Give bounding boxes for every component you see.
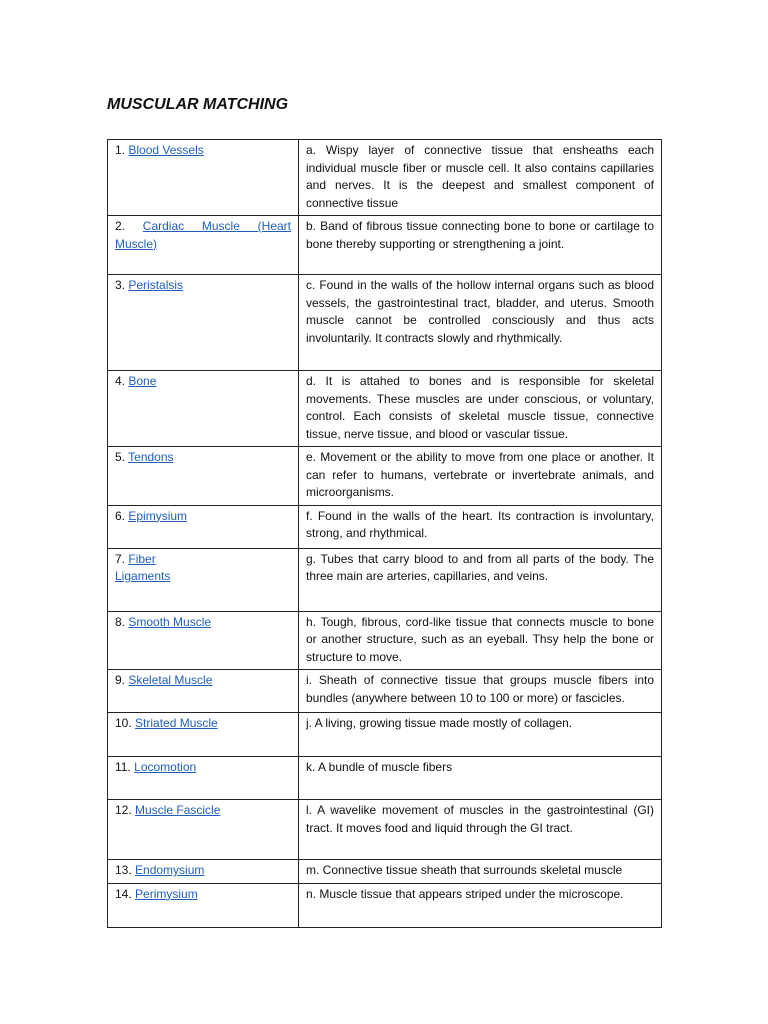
table-row: [108, 757, 662, 800]
term-cell: [108, 670, 299, 713]
table-row: [108, 713, 662, 757]
term-link-skeletal-muscle[interactable]: Skeletal Muscle: [128, 673, 213, 687]
definition-cell: c. Found in the walls of the hollow internal organs such as blood vessels, the gastrointestinal tract, bladder, and uterus. Smooth muscle cannot be controlled consciously and thus acts involuntarily. It contracts slowly and rhythmically.: [299, 275, 662, 371]
definition-cell: k. A bundle of muscle fibers: [299, 757, 662, 800]
definition-cell: d. It is attahed to bones and is responsible for skeletal movements. These muscles are under conscious, or voluntary, control. Each consists of skeletal muscle tissue, connective tissue, nerve tissue, and blood or vascular tissue.: [299, 371, 662, 447]
term-number: 5.: [115, 450, 126, 464]
definition-cell: i. Sheath of connective tissue that groups muscle fibers into bundles (anywhere between 10 to 100 or more) or fascicles.: [299, 670, 662, 713]
term-cell: [108, 860, 299, 884]
term-link-muscle-fascicle[interactable]: Muscle Fascicle: [135, 803, 221, 817]
term-number: 14.: [115, 886, 132, 901]
term-number: 9.: [115, 673, 126, 687]
term-number: 6.: [115, 508, 126, 523]
term-number: 4.: [115, 374, 126, 388]
term-link-perimysium[interactable]: Perimysium: [135, 886, 198, 901]
term-link-tendons[interactable]: Tendons: [128, 450, 174, 464]
term-link-ligaments[interactable]: Ligaments: [115, 569, 171, 583]
term-link-cardiac-muscle[interactable]: Cardiac Muscle (Heart Muscle): [115, 219, 291, 251]
definition-cell: j. A living, growing tissue made mostly of collagen.: [299, 713, 662, 757]
term-number: 8.: [115, 614, 126, 629]
table-row: [108, 860, 662, 884]
term-cell: [108, 275, 299, 371]
term-link-peristalsis[interactable]: Peristalsis: [128, 278, 184, 292]
table-row: [108, 447, 662, 506]
term-cell: [108, 800, 299, 860]
table-row: [108, 548, 662, 611]
term-cell: [108, 611, 299, 670]
term-cell: [108, 713, 299, 757]
definition-cell: h. Tough, fibrous, cord-like tissue that connects muscle to bone or another structure, such as an eyeball. Thsy help the bone or structure to move.: [299, 611, 662, 670]
term-number: 12.: [115, 803, 132, 817]
definition-cell: g. Tubes that carry blood to and from all parts of the body. The three main are arteries, capillaries, and veins.: [299, 548, 662, 611]
table-row: [108, 140, 662, 216]
table-row: [108, 275, 662, 371]
term-link-endomysium[interactable]: Endomysium: [135, 863, 205, 877]
term-link-smooth-muscle[interactable]: Smooth Muscle: [128, 614, 212, 629]
definition-cell: a. Wispy layer of connective tissue that ensheaths each individual muscle fiber or muscle cell. It also contains capillaries and nerves. It is the deepest and smallest component of connective tissue: [299, 140, 662, 216]
page-title: MUSCULAR MATCHING: [107, 96, 289, 113]
definition-cell: m. Connective tissue sheath that surrounds skeletal muscle: [299, 860, 662, 884]
table-row: [108, 800, 662, 860]
definition-cell: n. Muscle tissue that appears striped under the microscope.: [299, 883, 662, 927]
term-cell: [108, 140, 299, 216]
term-number: 1.: [115, 143, 126, 157]
definition-cell: f. Found in the walls of the heart. Its contraction is involuntary, strong, and rhythmical.: [299, 505, 662, 548]
table-row: [108, 611, 662, 670]
term-link-bone[interactable]: Bone: [128, 374, 157, 388]
term-cell: [108, 216, 299, 275]
matching-table: [107, 139, 662, 928]
term-cell: [108, 757, 299, 800]
definition-cell: e. Movement or the ability to move from one place or another. It can refer to humans, vertebrate or invertebrate animals, and microorganisms.: [299, 447, 662, 506]
term-number: 2.: [115, 219, 126, 233]
term-number: 10.: [115, 716, 132, 730]
term-cell: [108, 883, 299, 927]
table-row: [108, 216, 662, 275]
term-cell: [108, 447, 299, 506]
table-row: [108, 505, 662, 548]
term-cell: [108, 505, 299, 548]
term-number: 13.: [115, 863, 132, 877]
table-row: [108, 670, 662, 713]
definition-cell: b. Band of fibrous tissue connecting bone to bone or cartilage to bone thereby supporting or strengthening a joint.: [299, 216, 662, 275]
term-link-striated-muscle[interactable]: Striated Muscle: [135, 716, 218, 730]
term-link-blood-vessels[interactable]: Blood Vessels: [128, 143, 204, 157]
term-cell: [108, 548, 299, 611]
term-link-fiber[interactable]: Fiber: [128, 551, 156, 566]
term-link-epimysium[interactable]: Epimysium: [128, 508, 188, 523]
definition-cell: l. A wavelike movement of muscles in the gastrointestinal (GI) tract. It moves food and liquid through the GI tract.: [299, 800, 662, 860]
term-number: 7.: [115, 551, 126, 566]
table-row: [108, 883, 662, 927]
term-number: 3.: [115, 278, 126, 292]
table-row: [108, 371, 662, 447]
term-link-locomotion[interactable]: Locomotion: [134, 760, 197, 774]
term-cell: [108, 371, 299, 447]
term-number: 11.: [115, 760, 131, 774]
